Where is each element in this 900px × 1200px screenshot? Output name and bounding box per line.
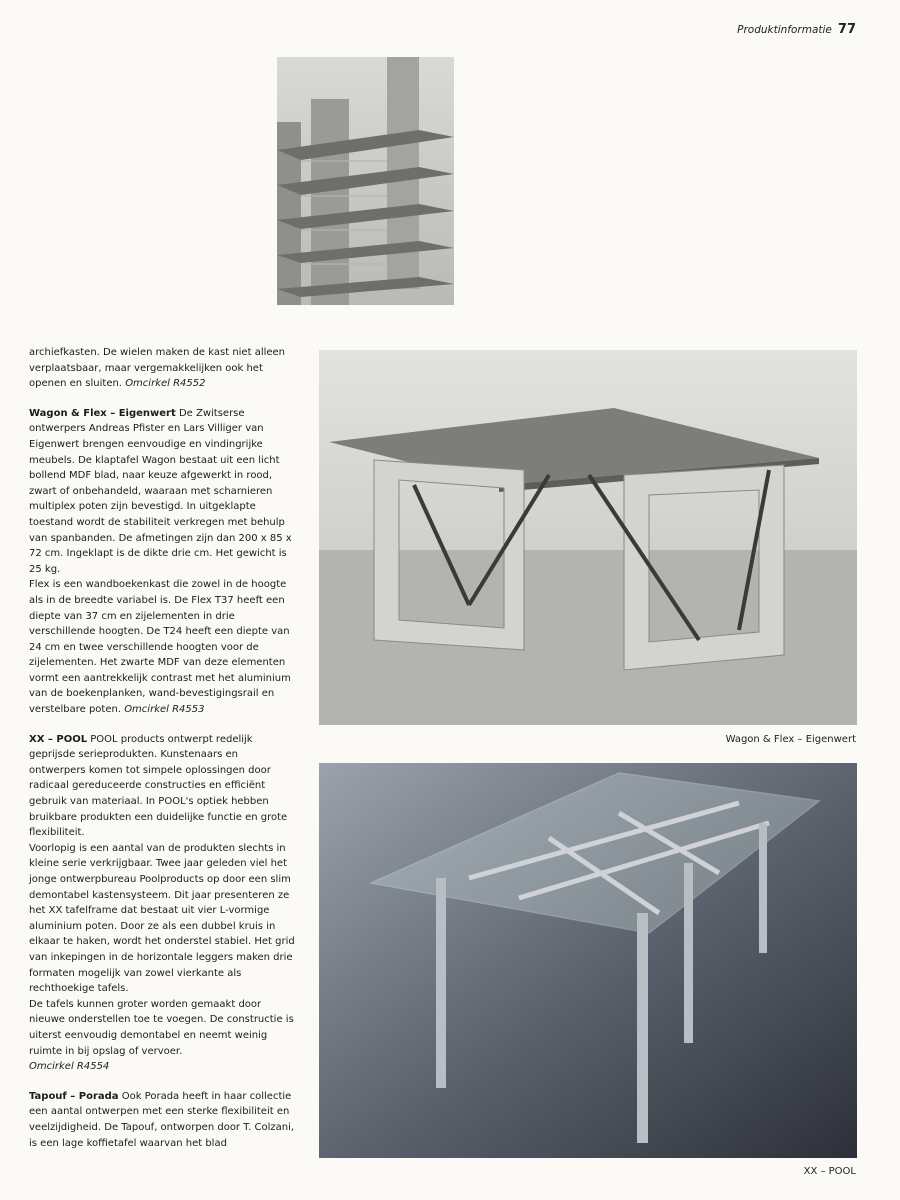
running-head	[737, 22, 856, 37]
flex-paragraph	[29, 577, 297, 717]
wagon-reference: Omcirkel R4553	[124, 704, 205, 716]
pool-body: POOL products ontwerpt redelijk geprijsde serieprodukten. Kunstenaars en ontwerpers komen tot simpele oplossingen door radicaal gereduceerde constructies en efficiënt gebruik van materiaal. In POOL's optiek hebben bruikbare produkten een duidelijke functie en grote flexibiliteit.	[29, 733, 288, 839]
wagon-heading: Wagon & Flex – Eigenwert	[29, 407, 176, 419]
pool-paragraph-2: Voorlopig is een aantal van de produkten slechts in kleine serie verkrijgbaar. Twee jaar geleden viel het jonge ontwerpbureau Poolproducts op door een slim demontabel kastensysteem. Dit jaar presenteren ze het XX tafelframe dat bestaat uit vier L-vormige aluminium poten. Door ze als een dubbel kruis in elkaar te haken, wordt het onderstel stabiel. Het grid van inkepingen in de horizontale leggers maken drie formaten mogelijk van zowel vierkante als rechthoekige tafels.	[29, 842, 295, 995]
pool-photo-caption: XX – POOL	[803, 1166, 856, 1177]
page-number: 77	[837, 22, 856, 37]
wagon-body: De Zwitserse ontwerpers Andreas Pfister en Lars Villiger van Eigenwert brengen eenvoudige en vindingrijke meubels. De klaptafel Wagon bestaat uit een licht bollend MDF blad, naar keuze afgewerkt in rood, zwart of onbehandeld, waaraan met scharnieren multiplex poten zijn bevestigd. In uitgeklapte toestand wordt de stabiliteit verkregen met behulp van spanbanden. De afmetingen zijn dan 200 x 85 x 72 cm. Ingeklapt is de dikte drie cm. Het gewicht is 25 kg.	[29, 407, 292, 575]
tapouf-article	[29, 1089, 297, 1151]
article-continuation	[29, 345, 297, 392]
pool-article	[29, 732, 297, 841]
flex-bookshelf-photo	[277, 57, 454, 305]
tapouf-body: Ook Porada heeft in haar collectie een aantal ontwerpen met een sterke flexibiliteit en veelzijdigheid. De Tapouf, ontworpen door T. Colzani, is een lage koffietafel waarvan het blad	[29, 1090, 295, 1149]
wagon-article	[29, 406, 297, 578]
xx-pool-table-photo	[319, 763, 857, 1158]
wagon-photo-caption: Wagon & Flex – Eigenwert	[725, 734, 856, 745]
flex-body: Flex is een wandboekenkast die zowel in de hoogte als in de breedte variabel is. De Flex T37 heeft een diepte van 37 cm en zijelementen in drie verschillende hoogten. De T24 heeft een diepte van 24 cm en twee verschillende hoogten voor de zijelementen. Het zwarte MDF van deze elementen vormt een aantrekkelijk contrast met het aluminium van de boekenplanken, wand-bevestigingsrail en verstelbare poten.	[29, 579, 291, 716]
section-title: Produktinformatie	[737, 24, 832, 36]
tapouf-heading: Tapouf – Porada	[29, 1090, 119, 1102]
continuation-reference: Omcirkel R4552	[125, 378, 206, 390]
pool-heading: XX – POOL	[29, 733, 88, 745]
pool-paragraph-3: De tafels kunnen groter worden gemaakt door nieuwe onderstellen toe te voegen. De constructie is uiterst eenvoudig demontabel en neemt weinig ruimte in bij opslag of vervoer.	[29, 998, 294, 1057]
continuation-body: archiefkasten. De wielen maken de kast niet alleen verplaatsbaar, maar vergemakkelijken ook het openen en sluiten.	[29, 347, 286, 390]
pool-reference: Omcirkel R4554	[29, 1061, 110, 1073]
wagon-table-photo	[319, 350, 857, 725]
article-text-column	[29, 345, 297, 1151]
